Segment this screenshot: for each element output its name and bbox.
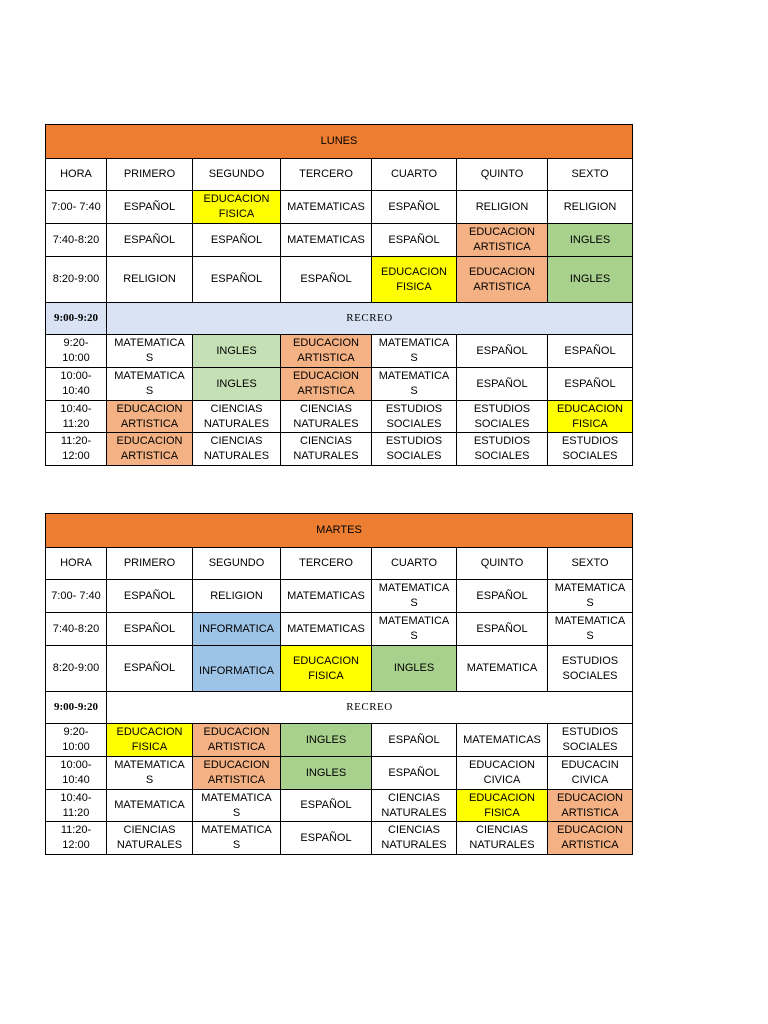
class-cell: EDUCACION ARTISTICA xyxy=(193,757,281,790)
class-cell: ESPAÑOL xyxy=(372,724,457,757)
class-cell: RELIGION xyxy=(457,191,548,224)
col-header: CUARTO xyxy=(372,159,457,191)
class-cell: MATEMATICA S xyxy=(548,580,633,613)
class-cell: EDUCACION ARTISTICA xyxy=(107,433,193,466)
class-cell: CIENCIAS NATURALES xyxy=(372,790,457,822)
time-cell: 9:20- 10:00 xyxy=(46,335,107,368)
class-cell: MATEMATICAS xyxy=(281,580,372,613)
class-cell: EDUCACION FISICA xyxy=(457,790,548,822)
recreo-label: RECREO xyxy=(107,303,633,335)
time-cell: 7:40-8:20 xyxy=(46,613,107,646)
class-cell: EDUCACION FISICA xyxy=(107,724,193,757)
class-cell: EDUCACION ARTISTICA xyxy=(548,822,633,855)
class-cell: ESTUDIOS SOCIALES xyxy=(372,401,457,433)
class-cell: ESPAÑOL xyxy=(548,368,633,401)
class-cell: MATEMATICA S xyxy=(193,822,281,855)
header-row xyxy=(46,548,633,580)
class-cell: RELIGION xyxy=(107,257,193,303)
header-row xyxy=(46,159,633,191)
recreo-row xyxy=(46,303,633,335)
class-cell: ESPAÑOL xyxy=(107,191,193,224)
class-cell: ESPAÑOL xyxy=(107,613,193,646)
time-cell: 8:20-9:00 xyxy=(46,646,107,692)
class-cell: EDUCACION FISICA xyxy=(548,401,633,433)
table-row xyxy=(46,224,633,257)
col-header: SEXTO xyxy=(548,548,633,580)
class-cell: EDUCACION ARTISTICA xyxy=(281,335,372,368)
table-row xyxy=(46,822,633,855)
class-cell: EDUCACION ARTISTICA xyxy=(548,790,633,822)
class-cell: INGLES xyxy=(281,757,372,790)
col-header: HORA xyxy=(46,159,107,191)
class-cell: ESPAÑOL xyxy=(107,646,193,692)
class-cell: ESTUDIOS SOCIALES xyxy=(457,433,548,466)
class-cell: CIENCIAS NATURALES xyxy=(281,433,372,466)
class-cell: ESPAÑOL xyxy=(372,191,457,224)
col-header: QUINTO xyxy=(457,159,548,191)
class-cell: EDUCACION ARTISTICA xyxy=(107,401,193,433)
class-cell: CIENCIAS NATURALES xyxy=(107,822,193,855)
table-row xyxy=(46,368,633,401)
class-cell: EDUCACION CIVICA xyxy=(457,757,548,790)
class-cell: EDUCACION ARTISTICA xyxy=(457,257,548,303)
time-cell: 8:20-9:00 xyxy=(46,257,107,303)
col-header: SEGUNDO xyxy=(193,548,281,580)
class-cell: MATEMATICA xyxy=(457,646,548,692)
table-row xyxy=(46,757,633,790)
class-cell: ESPAÑOL xyxy=(457,613,548,646)
class-cell: MATEMATICA S xyxy=(548,613,633,646)
day-title: MARTES xyxy=(46,514,633,548)
col-header: CUARTO xyxy=(372,548,457,580)
class-cell: ESPAÑOL xyxy=(457,335,548,368)
class-cell: ESPAÑOL xyxy=(457,580,548,613)
class-cell: EDUCACIN CIVICA xyxy=(548,757,633,790)
class-cell: MATEMATICA S xyxy=(107,757,193,790)
class-cell: EDUCACION FISICA xyxy=(193,191,281,224)
table-row xyxy=(46,580,633,613)
time-cell: 10:00- 10:40 xyxy=(46,368,107,401)
col-header: SEGUNDO xyxy=(193,159,281,191)
class-cell: CIENCIAS NATURALES xyxy=(193,433,281,466)
class-cell: RELIGION xyxy=(548,191,633,224)
class-cell: CIENCIAS NATURALES xyxy=(372,822,457,855)
class-cell: CIENCIAS NATURALES xyxy=(281,401,372,433)
class-cell: ESPAÑOL xyxy=(281,257,372,303)
class-cell: ESPAÑOL xyxy=(372,224,457,257)
time-cell: 7:00- 7:40 xyxy=(46,191,107,224)
class-cell: ESTUDIOS SOCIALES xyxy=(457,401,548,433)
class-cell: ESTUDIOS SOCIALES xyxy=(548,433,633,466)
class-cell: INGLES xyxy=(548,224,633,257)
time-cell: 10:40- 11:20 xyxy=(46,790,107,822)
recreo-time: 9:00-9:20 xyxy=(46,303,107,335)
class-cell: MATEMATICAS xyxy=(281,191,372,224)
table-row xyxy=(46,646,633,692)
time-cell: 7:40-8:20 xyxy=(46,224,107,257)
class-cell: MATEMATICA S xyxy=(372,368,457,401)
class-cell: ESPAÑOL xyxy=(193,257,281,303)
class-cell: MATEMATICA S xyxy=(372,335,457,368)
class-cell: MATEMATICAS xyxy=(281,613,372,646)
class-cell: RELIGION xyxy=(193,580,281,613)
class-cell: MATEMATICA S xyxy=(372,613,457,646)
class-cell: ESTUDIOS SOCIALES xyxy=(548,646,633,692)
table-row xyxy=(46,613,633,646)
class-cell: CIENCIAS NATURALES xyxy=(193,401,281,433)
class-cell: INGLES xyxy=(193,335,281,368)
time-cell: 11:20- 12:00 xyxy=(46,822,107,855)
class-cell: ESPAÑOL xyxy=(372,757,457,790)
col-header: HORA xyxy=(46,548,107,580)
class-cell: ESPAÑOL xyxy=(193,224,281,257)
schedule-table-lunes xyxy=(45,124,633,466)
table-row xyxy=(46,401,633,433)
table-row xyxy=(46,335,633,368)
class-cell: EDUCACION ARTISTICA xyxy=(193,724,281,757)
day-title: LUNES xyxy=(46,125,633,159)
time-cell: 7:00- 7:40 xyxy=(46,580,107,613)
col-header: SEXTO xyxy=(548,159,633,191)
recreo-label: RECREO xyxy=(107,692,633,724)
class-cell: INGLES xyxy=(372,646,457,692)
col-header: PRIMERO xyxy=(107,548,193,580)
time-cell: 9:20- 10:00 xyxy=(46,724,107,757)
time-cell: 10:00- 10:40 xyxy=(46,757,107,790)
col-header: PRIMERO xyxy=(107,159,193,191)
time-cell: 11:20- 12:00 xyxy=(46,433,107,466)
class-cell: MATEMATICAS xyxy=(281,224,372,257)
class-cell: ESTUDIOS SOCIALES xyxy=(548,724,633,757)
class-cell: INGLES xyxy=(193,368,281,401)
class-cell: CIENCIAS NATURALES xyxy=(457,822,548,855)
class-cell: ESTUDIOS SOCIALES xyxy=(372,433,457,466)
class-cell: MATEMATICA S xyxy=(107,368,193,401)
class-cell: INFORMATICA xyxy=(193,646,281,692)
class-cell: MATEMATICA S xyxy=(372,580,457,613)
class-cell: INFORMATICA xyxy=(193,613,281,646)
class-cell: EDUCACION FISICA xyxy=(372,257,457,303)
recreo-time: 9:00-9:20 xyxy=(46,692,107,724)
table-row xyxy=(46,790,633,822)
table-row xyxy=(46,257,633,303)
recreo-row xyxy=(46,692,633,724)
class-cell: MATEMATICA S xyxy=(107,335,193,368)
class-cell: MATEMATICAS xyxy=(457,724,548,757)
class-cell: MATEMATICA S xyxy=(193,790,281,822)
schedule-table-martes xyxy=(45,513,633,855)
col-header: TERCERO xyxy=(281,159,372,191)
table-row xyxy=(46,191,633,224)
class-cell: EDUCACION ARTISTICA xyxy=(457,224,548,257)
table-row xyxy=(46,724,633,757)
class-cell: ESPAÑOL xyxy=(107,224,193,257)
class-cell: ESPAÑOL xyxy=(457,368,548,401)
class-cell: MATEMATICA xyxy=(107,790,193,822)
class-cell: ESPAÑOL xyxy=(281,822,372,855)
class-cell: ESPAÑOL xyxy=(281,790,372,822)
class-cell: ESPAÑOL xyxy=(548,335,633,368)
time-cell: 10:40- 11:20 xyxy=(46,401,107,433)
class-cell: ESPAÑOL xyxy=(107,580,193,613)
col-header: TERCERO xyxy=(281,548,372,580)
col-header: QUINTO xyxy=(457,548,548,580)
class-cell: EDUCACION FISICA xyxy=(281,646,372,692)
table-row xyxy=(46,433,633,466)
class-cell: INGLES xyxy=(281,724,372,757)
class-cell: EDUCACION ARTISTICA xyxy=(281,368,372,401)
class-cell: INGLES xyxy=(548,257,633,303)
